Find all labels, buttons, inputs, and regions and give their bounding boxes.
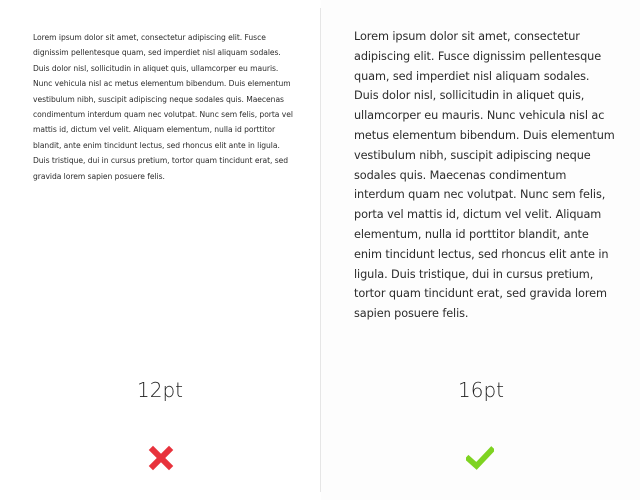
sample-paragraph-12pt: Lorem ipsum dolor sit amet, consectetur adipiscing elit. Fusce dignissim pellentesque quam, sed imperdiet nisl aliquam sodales. Duis dolor nisl, sollicitudin in aliquet quis, ullamcorper eu mauris. Nunc vehicula nisl ac metus elementum bibendum. Duis elementum vestibulum nibh, suscipit adipiscing neque sodales quis. Maecenas condimentum interdum quam nec volutpat. Nunc sem felis, porta vel mattis id, dictum vel velit. Aliquam elementum, nulla id porttitor blandit, ante enim tincidunt lectus, sed rhoncus elit ante in ligula. Duis tristique, dui in cursus pretium, tortor quam tincidunt erat, sed gravida lorem sapien posuere felis. — [33, 33, 293, 181]
size-label-16pt: 16pt — [458, 378, 504, 402]
checkmark-icon — [466, 444, 494, 472]
sample-paragraph-16pt: Lorem ipsum dolor sit amet, consectetur adipiscing elit. Fusce dignissim pellentesque quam, sed imperdiet nisl aliquam sodales. Duis dolor nisl, sollicitudin in aliquet quis, ullamcorper eu mauris. Nunc vehicula nisl ac metus elementum bibendum. Duis elementum vestibulum nibh, suscipit adipiscing neque sodales quis. Maecenas condimentum interdum quam nec volutpat. Nunc sem felis, porta vel mattis id, dictum vel velit. Aliquam elementum, nulla id porttitor blandit, ante enim tincidunt lectus, sed rhoncus elit ante in ligula. Duis tristique, dui in cursus pretium, tortor quam tincidunt erat, sed gravida lorem sapien posuere felis. — [354, 30, 615, 321]
size-label-12pt: 12pt — [137, 378, 183, 402]
cross-icon — [147, 444, 175, 472]
right-panel-16pt — [321, 0, 640, 500]
checkmark-icon-shape — [469, 450, 492, 466]
cross-icon-shape — [153, 450, 169, 466]
